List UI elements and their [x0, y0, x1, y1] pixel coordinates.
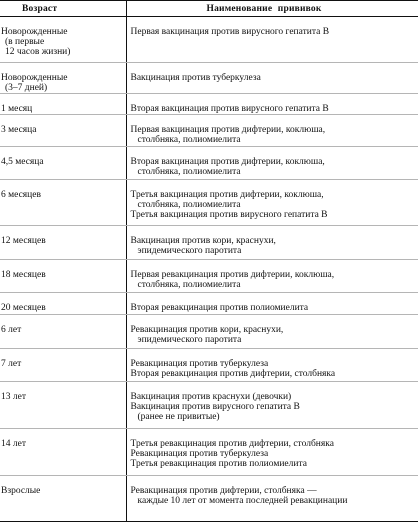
age-text: 18 месяцев [1, 270, 126, 280]
vaccination-text: столбняка, полиомиелита [131, 135, 418, 145]
age-cell [0, 260, 126, 293]
age-cell [0, 429, 126, 476]
vaccination-text: Вакцинация против туберкулеза [131, 73, 418, 83]
vaccination-cell [126, 476, 418, 522]
table-row [0, 226, 418, 260]
vaccination-cell [126, 147, 418, 180]
age-cell [0, 382, 126, 429]
vaccination-text: Первая ревакцинация против дифтерии, коклюша, [131, 270, 418, 280]
age-cell [0, 115, 126, 147]
table-row [0, 349, 418, 382]
age-text: 13 лет [1, 392, 126, 402]
age-text: 14 лет [1, 439, 126, 449]
table-row [0, 260, 418, 293]
vaccination-text: Третья вакцинация против дифтерии, коклюша, [131, 190, 418, 200]
vaccination-text: Ревакцинация против туберкулеза [131, 359, 418, 369]
age-text: 4,5 месяца [1, 157, 126, 167]
vaccination-text: Вторая ревакцинация против дифтерии, столбняка [131, 369, 418, 379]
age-text: Взрослые [1, 486, 126, 496]
vaccination-cell [126, 293, 418, 315]
vaccination-text: эпидемического паротита [131, 335, 418, 345]
age-cell [0, 17, 126, 63]
age-text: 1 месяц [1, 104, 126, 114]
vaccination-text: Вакцинация против вирусного гепатита В [131, 402, 418, 412]
age-text: Новорожденные [1, 27, 126, 37]
vaccination-text: Ревакцинация против кори, краснухи, [131, 325, 418, 335]
age-text: Новорожденные [1, 73, 126, 83]
age-cell [0, 226, 126, 260]
table-row [0, 17, 418, 63]
table-row [0, 147, 418, 180]
table-row [0, 115, 418, 147]
vaccination-text: каждые 10 лет от момента последней ревакцинации [131, 496, 418, 506]
age-cell [0, 315, 126, 349]
vaccination-text: Вакцинация против кори, краснухи, [131, 236, 418, 246]
vaccination-text: Третья вакцинация против вирусного гепатита В [131, 210, 418, 220]
vaccination-text: Ревакцинация против туберкулеза [131, 449, 418, 459]
vaccination-text: эпидемического паротита [131, 246, 418, 256]
table-row [0, 476, 418, 522]
vaccination-text: Третья ревакцинация против полиомиелита [131, 459, 418, 469]
vaccination-cell [126, 315, 418, 349]
vaccination-cell [126, 226, 418, 260]
vaccination-text: столбняка, полиомиелита [131, 167, 418, 177]
age-text: 20 месяцев [1, 303, 126, 313]
table-body [0, 17, 418, 522]
vaccination-text: Вторая ревакцинация против полиомиелита [131, 303, 418, 313]
header-age: Возраст [0, 1, 126, 17]
age-cell [0, 476, 126, 522]
header-vaccination-name: Наименование прививок [126, 1, 418, 17]
vaccination-cell [126, 382, 418, 429]
vaccination-cell [126, 115, 418, 147]
table-header-row [0, 1, 418, 17]
vaccination-cell [126, 260, 418, 293]
vaccination-cell [126, 17, 418, 63]
vaccination-cell [126, 429, 418, 476]
age-text: 12 часов жизни) [1, 47, 126, 57]
table-row [0, 429, 418, 476]
age-text: 6 месяцев [1, 190, 126, 200]
vaccination-text: Вторая вакцинация против вирусного гепатита В [131, 104, 418, 114]
age-text: 7 лет [1, 359, 126, 369]
table-row [0, 94, 418, 115]
vaccination-cell [126, 63, 418, 94]
vaccination-text: Вторая вакцинация против дифтерии, коклюша, [131, 157, 418, 167]
age-text: 12 месяцев [1, 236, 126, 246]
age-text: 3 месяца [1, 125, 126, 135]
age-text: (3–7 дней) [1, 83, 126, 93]
table-row [0, 382, 418, 429]
table-row [0, 180, 418, 226]
vaccination-text: Первая вакцинация против дифтерии, коклюша, [131, 125, 418, 135]
vaccination-text: Вакцинация против краснухи (девочки) [131, 392, 418, 402]
age-cell [0, 349, 126, 382]
age-text: 6 лет [1, 325, 126, 335]
vaccination-text: (ранее не привитые) [131, 412, 418, 422]
table-row [0, 293, 418, 315]
vaccination-text: Первая вакцинация против вирусного гепатита В [131, 27, 418, 37]
table-row [0, 63, 418, 94]
age-cell [0, 180, 126, 226]
age-cell [0, 94, 126, 115]
table-row [0, 315, 418, 349]
vaccination-cell [126, 180, 418, 226]
age-text: (в первые [1, 37, 126, 47]
age-cell [0, 63, 126, 94]
age-cell [0, 293, 126, 315]
vaccination-text: столбняка, полиомиелита [131, 280, 418, 290]
age-cell [0, 147, 126, 180]
vaccination-text: Третья ревакцинация против дифтерии, столбняка [131, 439, 418, 449]
vaccination-cell [126, 349, 418, 382]
vaccination-cell [126, 94, 418, 115]
vaccination-text: Ревакцинация против дифтерии, столбняка — [131, 486, 418, 496]
vaccination-text: столбняка, полиомиелита [131, 200, 418, 210]
